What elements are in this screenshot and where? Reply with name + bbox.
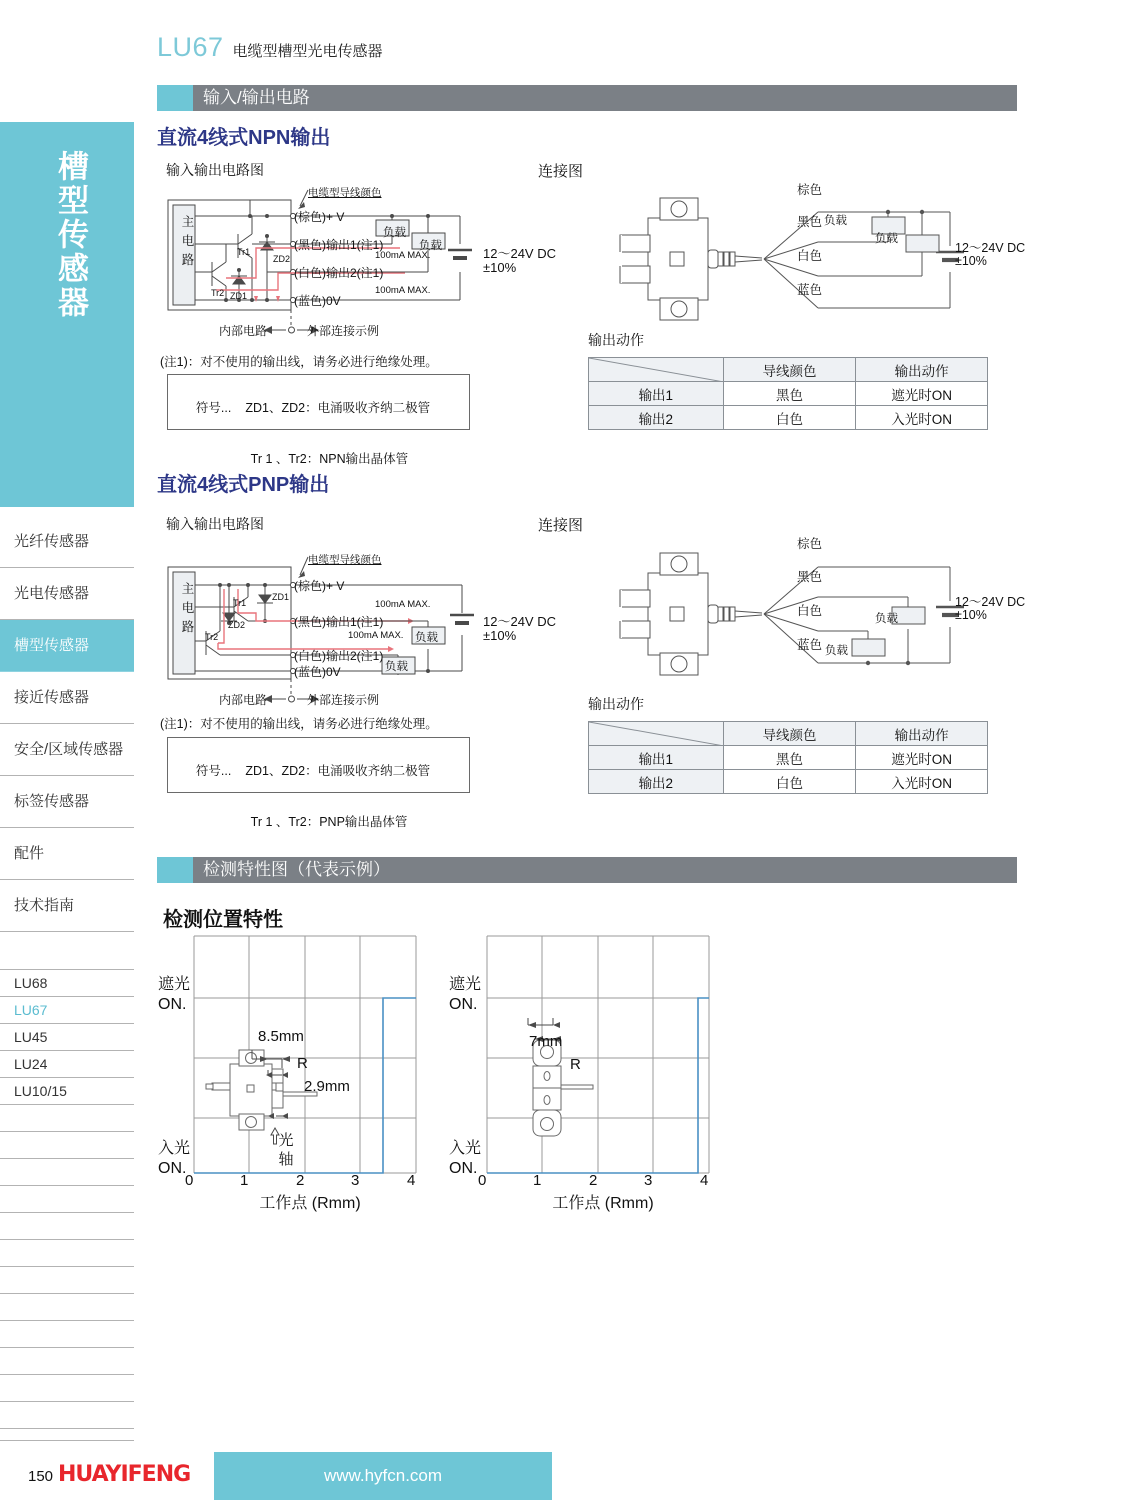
table-cell-output1-color: 黑色 (723, 382, 856, 406)
table-cell-output2-action: 入光时ON (856, 770, 988, 794)
pnp-legend-tr-desc: ：PNP输出晶体管 (306, 815, 408, 829)
pnp-output-table-title: 输出动作 (588, 696, 644, 712)
chart-2-x-axis-label: 工作点 (Rmm) (552, 1195, 654, 1212)
pnp-current-limit-2: 100mA MAX. (348, 630, 404, 641)
sidebar-item-label-sensor[interactable]: 标签传感器 (0, 776, 134, 828)
chart-1-dim-r: R (297, 1055, 308, 1072)
npn-output-table-title: 输出动作 (588, 332, 644, 348)
pnp-zd2-label: ZD2 (228, 620, 246, 630)
npn-output-table (588, 357, 988, 430)
sidebar-model-lu67[interactable]: LU67 (0, 997, 134, 1024)
pnp-zd1-label: ZD1 (272, 592, 290, 602)
section-accent-swatch (157, 857, 193, 883)
sidebar-divider (0, 1375, 134, 1402)
pnp-circuit-diagram-label: 输入输出电路图 (166, 516, 264, 532)
table-row (589, 746, 988, 770)
sidebar-item-tech-guide[interactable]: 技术指南 (0, 880, 134, 932)
sidebar-item-slot[interactable]: 槽型传感器 (0, 620, 134, 672)
sidebar-model-lu1015[interactable]: LU10/15 (0, 1078, 134, 1105)
npn-legend-tr: Tr 1 、Tr2 (250, 452, 307, 466)
table-cell-output2: 输出2 (589, 406, 724, 430)
sidebar-divider (0, 1240, 134, 1267)
page-number: 150 (28, 1468, 54, 1485)
pnp-legend-box (167, 737, 470, 829)
npn-legend-zd-desc: ：电涌吸收齐纳二极管 (305, 401, 431, 415)
detection-heading: 检测位置特性 (163, 909, 283, 931)
pnp-legend-zd-desc: ：电涌吸收齐纳二极管 (305, 764, 431, 778)
sidebar-divider (0, 1402, 134, 1429)
sidebar-divider (0, 1105, 134, 1132)
table-header-output-action: 输出动作 (856, 358, 988, 382)
chart-1-y-top-label: 遮光 ON. (158, 976, 191, 1013)
section-header-io-circuit-label: 输入/输出电路 (203, 88, 310, 107)
npn-wire-white: 白色 (797, 249, 823, 263)
pnp-connection-diagram-label: 连接图 (538, 517, 584, 534)
pnp-supply-voltage: 12～24V DC (483, 614, 556, 629)
chart-1-y-bottom-label: 入光 ON. (158, 1140, 191, 1177)
npn-main-circuit-label: 主 电 路 (181, 215, 195, 267)
pnp-wire-white: 白色 (797, 604, 823, 618)
npn-wire-color-note: 电缆型导线颜色 (308, 187, 382, 199)
pnp-main-circuit-label: 主 电 路 (181, 582, 195, 634)
sidebar-model-lu24[interactable]: LU24 (0, 1051, 134, 1078)
sidebar (0, 0, 134, 1500)
npn-zd1-label: ZD1 (230, 291, 248, 301)
table-cell-output1-action: 遮光时ON (856, 382, 988, 406)
sidebar-divider (0, 1294, 134, 1321)
sidebar-model-lu68[interactable]: LU68 (0, 970, 134, 997)
npn-heading: 直流4线式NPN输出 (157, 127, 331, 149)
sidebar-divider (0, 1159, 134, 1186)
table-header-row (589, 722, 988, 746)
sidebar-nav-list (0, 516, 134, 932)
pnp-note1: (注1)：对不使用的输出线，请务必进行绝缘处理。 (160, 717, 438, 731)
npn-legend-zd: ZD1、ZD2 (245, 401, 306, 415)
page-title (157, 32, 383, 63)
pnp-tr2-label: Tr2 (205, 632, 219, 642)
section-header-detect-chart-label: 检测特性图（代表示例） (203, 860, 390, 879)
sidebar-divider (0, 1321, 134, 1348)
sidebar-item-fiber[interactable]: 光纤传感器 (0, 516, 134, 568)
npn-current-limit-2: 100mA MAX. (375, 285, 431, 296)
table-header-wire-color: 导线颜色 (723, 722, 856, 746)
pnp-conn-load-1: 负载 (875, 613, 898, 625)
chart-1-x-axis-label: 工作点 (Rmm) (259, 1195, 361, 1212)
table-row (589, 406, 988, 430)
model-name: LU67 (157, 32, 224, 62)
table-header-output-action: 输出动作 (856, 722, 988, 746)
npn-internal-label: 内部电路 (219, 324, 268, 338)
pnp-current-limit-1: 100mA MAX. (375, 599, 431, 610)
pnp-wire-color-note: 电缆型导线颜色 (308, 554, 382, 566)
npn-legend-title: 符号... (195, 401, 232, 415)
table-row (589, 770, 988, 794)
pnp-heading: 直流4线式PNP输出 (157, 474, 330, 496)
npn-load-1: 负载 (383, 227, 406, 239)
sidebar-item-accessories[interactable]: 配件 (0, 828, 134, 880)
website-url-bar[interactable] (214, 1452, 552, 1500)
npn-tr1-label: Tr1 (237, 247, 251, 257)
table-row (589, 382, 988, 406)
sidebar-model-spacer (0, 948, 134, 970)
npn-conn-supply-tol: ±10% (955, 254, 987, 268)
npn-terminal-white: (白色)输出2(注1) (294, 266, 384, 280)
pnp-terminal-white: (白色)输出2(注1) (294, 649, 384, 663)
table-header-wire-color: 导线颜色 (723, 358, 856, 382)
npn-terminal-black: (黑色)输出1(注1) (294, 238, 384, 252)
sidebar-divider (0, 1267, 134, 1294)
table-header-row (589, 358, 988, 382)
sidebar-divider (0, 1213, 134, 1240)
npn-terminal-brown: (棕色)+ V (294, 210, 345, 224)
pnp-external-label: 外部连接示例 (307, 693, 380, 707)
table-cell-output1: 输出1 (589, 382, 724, 406)
npn-supply-tolerance: ±10% (483, 260, 517, 275)
sidebar-divider (0, 1132, 134, 1159)
pnp-load-1: 负载 (415, 632, 438, 644)
pnp-wire-blue: 蓝色 (797, 638, 823, 652)
section-header-io-circuit (157, 85, 1017, 111)
npn-circuit-diagram (160, 178, 510, 343)
sidebar-model-lu45[interactable]: LU45 (0, 1024, 134, 1051)
sidebar-divider (0, 1186, 134, 1213)
website-url: www.hyfcn.com (323, 1466, 443, 1485)
npn-supply-voltage: 12～24V DC (483, 246, 556, 261)
sidebar-blank-rules (0, 1105, 134, 1429)
pnp-terminal-blue: (蓝色)0V (294, 665, 341, 679)
pnp-conn-load-2: 负载 (825, 645, 848, 657)
chart-2-y-bottom-label: 入光 ON. (449, 1140, 482, 1177)
npn-current-limit-1: 100mA MAX. (375, 250, 431, 261)
chart-1-optical-axis-label: 光 轴 (278, 1132, 294, 1168)
pnp-conn-supply: 12～24V DC (955, 595, 1026, 609)
pnp-load-2: 负载 (385, 661, 408, 673)
table-cell-output2: 输出2 (589, 770, 724, 794)
npn-conn-load-2: 负载 (875, 233, 898, 245)
chart-1 (190, 930, 430, 1195)
npn-circuit-diagram-label: 输入输出电路图 (166, 162, 264, 178)
table-cell-output1-color: 黑色 (723, 746, 856, 770)
table-corner-cell (589, 358, 724, 382)
pnp-wire-black: 黑色 (797, 570, 823, 584)
sidebar-item-proximity[interactable]: 接近传感器 (0, 672, 134, 724)
table-cell-output1-action: 遮光时ON (856, 746, 988, 770)
pnp-legend-zd: ZD1、ZD2 (245, 764, 306, 778)
pnp-legend-title: 符号... (195, 764, 232, 778)
table-cell-output2-color: 白色 (723, 770, 856, 794)
chart-2-dim-7mm: 7mm (529, 1033, 563, 1050)
npn-connection-diagram-label: 连接图 (538, 163, 584, 180)
npn-legend-tr-desc: ：NPN输出晶体管 (306, 452, 409, 466)
chart-1-dim-8-5mm: 8.5mm (258, 1028, 304, 1045)
sidebar-category-label: 槽型传感器 (53, 150, 88, 320)
sidebar-category-banner (0, 122, 134, 507)
pnp-terminal-brown: (棕色)+ V (294, 579, 345, 593)
section-header-detect-chart (157, 857, 1017, 883)
pnp-legend-tr: Tr 1 、Tr2 (250, 815, 307, 829)
chart-2-y-top-label: 遮光 ON. (449, 976, 482, 1013)
model-description: 电缆型槽型光电传感器 (232, 43, 383, 60)
pnp-internal-label: 内部电路 (219, 693, 268, 707)
pnp-wire-brown: 棕色 (797, 537, 823, 551)
chart-2 (483, 930, 723, 1195)
pnp-conn-supply-tol: ±10% (955, 608, 987, 622)
npn-note1: (注1)：对不使用的输出线，请务必进行绝缘处理。 (160, 355, 438, 369)
npn-wire-black: 黑色 (797, 215, 823, 229)
sidebar-divider (0, 1348, 134, 1375)
chart-1-dim-2-9mm: 2.9mm (304, 1078, 350, 1095)
sidebar-item-safety-area[interactable]: 安全/区域传感器 (0, 724, 134, 776)
sidebar-bottom-rule (0, 1440, 134, 1441)
npn-terminal-blue: (蓝色)0V (294, 294, 341, 308)
pnp-tr1-label: Tr1 (233, 598, 247, 608)
pnp-supply-tolerance: ±10% (483, 628, 517, 643)
section-accent-swatch (157, 85, 193, 111)
chart-2-dim-r: R (570, 1056, 581, 1073)
page-footer (0, 1452, 1125, 1500)
npn-legend-box (167, 374, 470, 466)
npn-wire-brown: 棕色 (797, 183, 823, 197)
npn-zd2-label: ZD2 (273, 254, 291, 264)
pnp-output-table (588, 721, 988, 794)
table-corner-cell (589, 722, 724, 746)
npn-conn-supply: 12～24V DC (955, 241, 1026, 255)
npn-tr2-label: Tr2 (211, 288, 225, 298)
table-cell-output1: 输出1 (589, 746, 724, 770)
sidebar-model-list (0, 948, 134, 1105)
pnp-terminal-black: (黑色)输出1(注1) (294, 615, 384, 629)
npn-wire-blue: 蓝色 (797, 283, 823, 297)
npn-external-label: 外部连接示例 (307, 324, 380, 338)
brand-logo: HUAYIFENG (58, 1462, 191, 1487)
sidebar-item-photoelectric[interactable]: 光电传感器 (0, 568, 134, 620)
npn-load-2: 负载 (419, 240, 442, 252)
table-cell-output2-action: 入光时ON (856, 406, 988, 430)
table-cell-output2-color: 白色 (723, 406, 856, 430)
npn-conn-load-1: 负载 (824, 215, 847, 227)
